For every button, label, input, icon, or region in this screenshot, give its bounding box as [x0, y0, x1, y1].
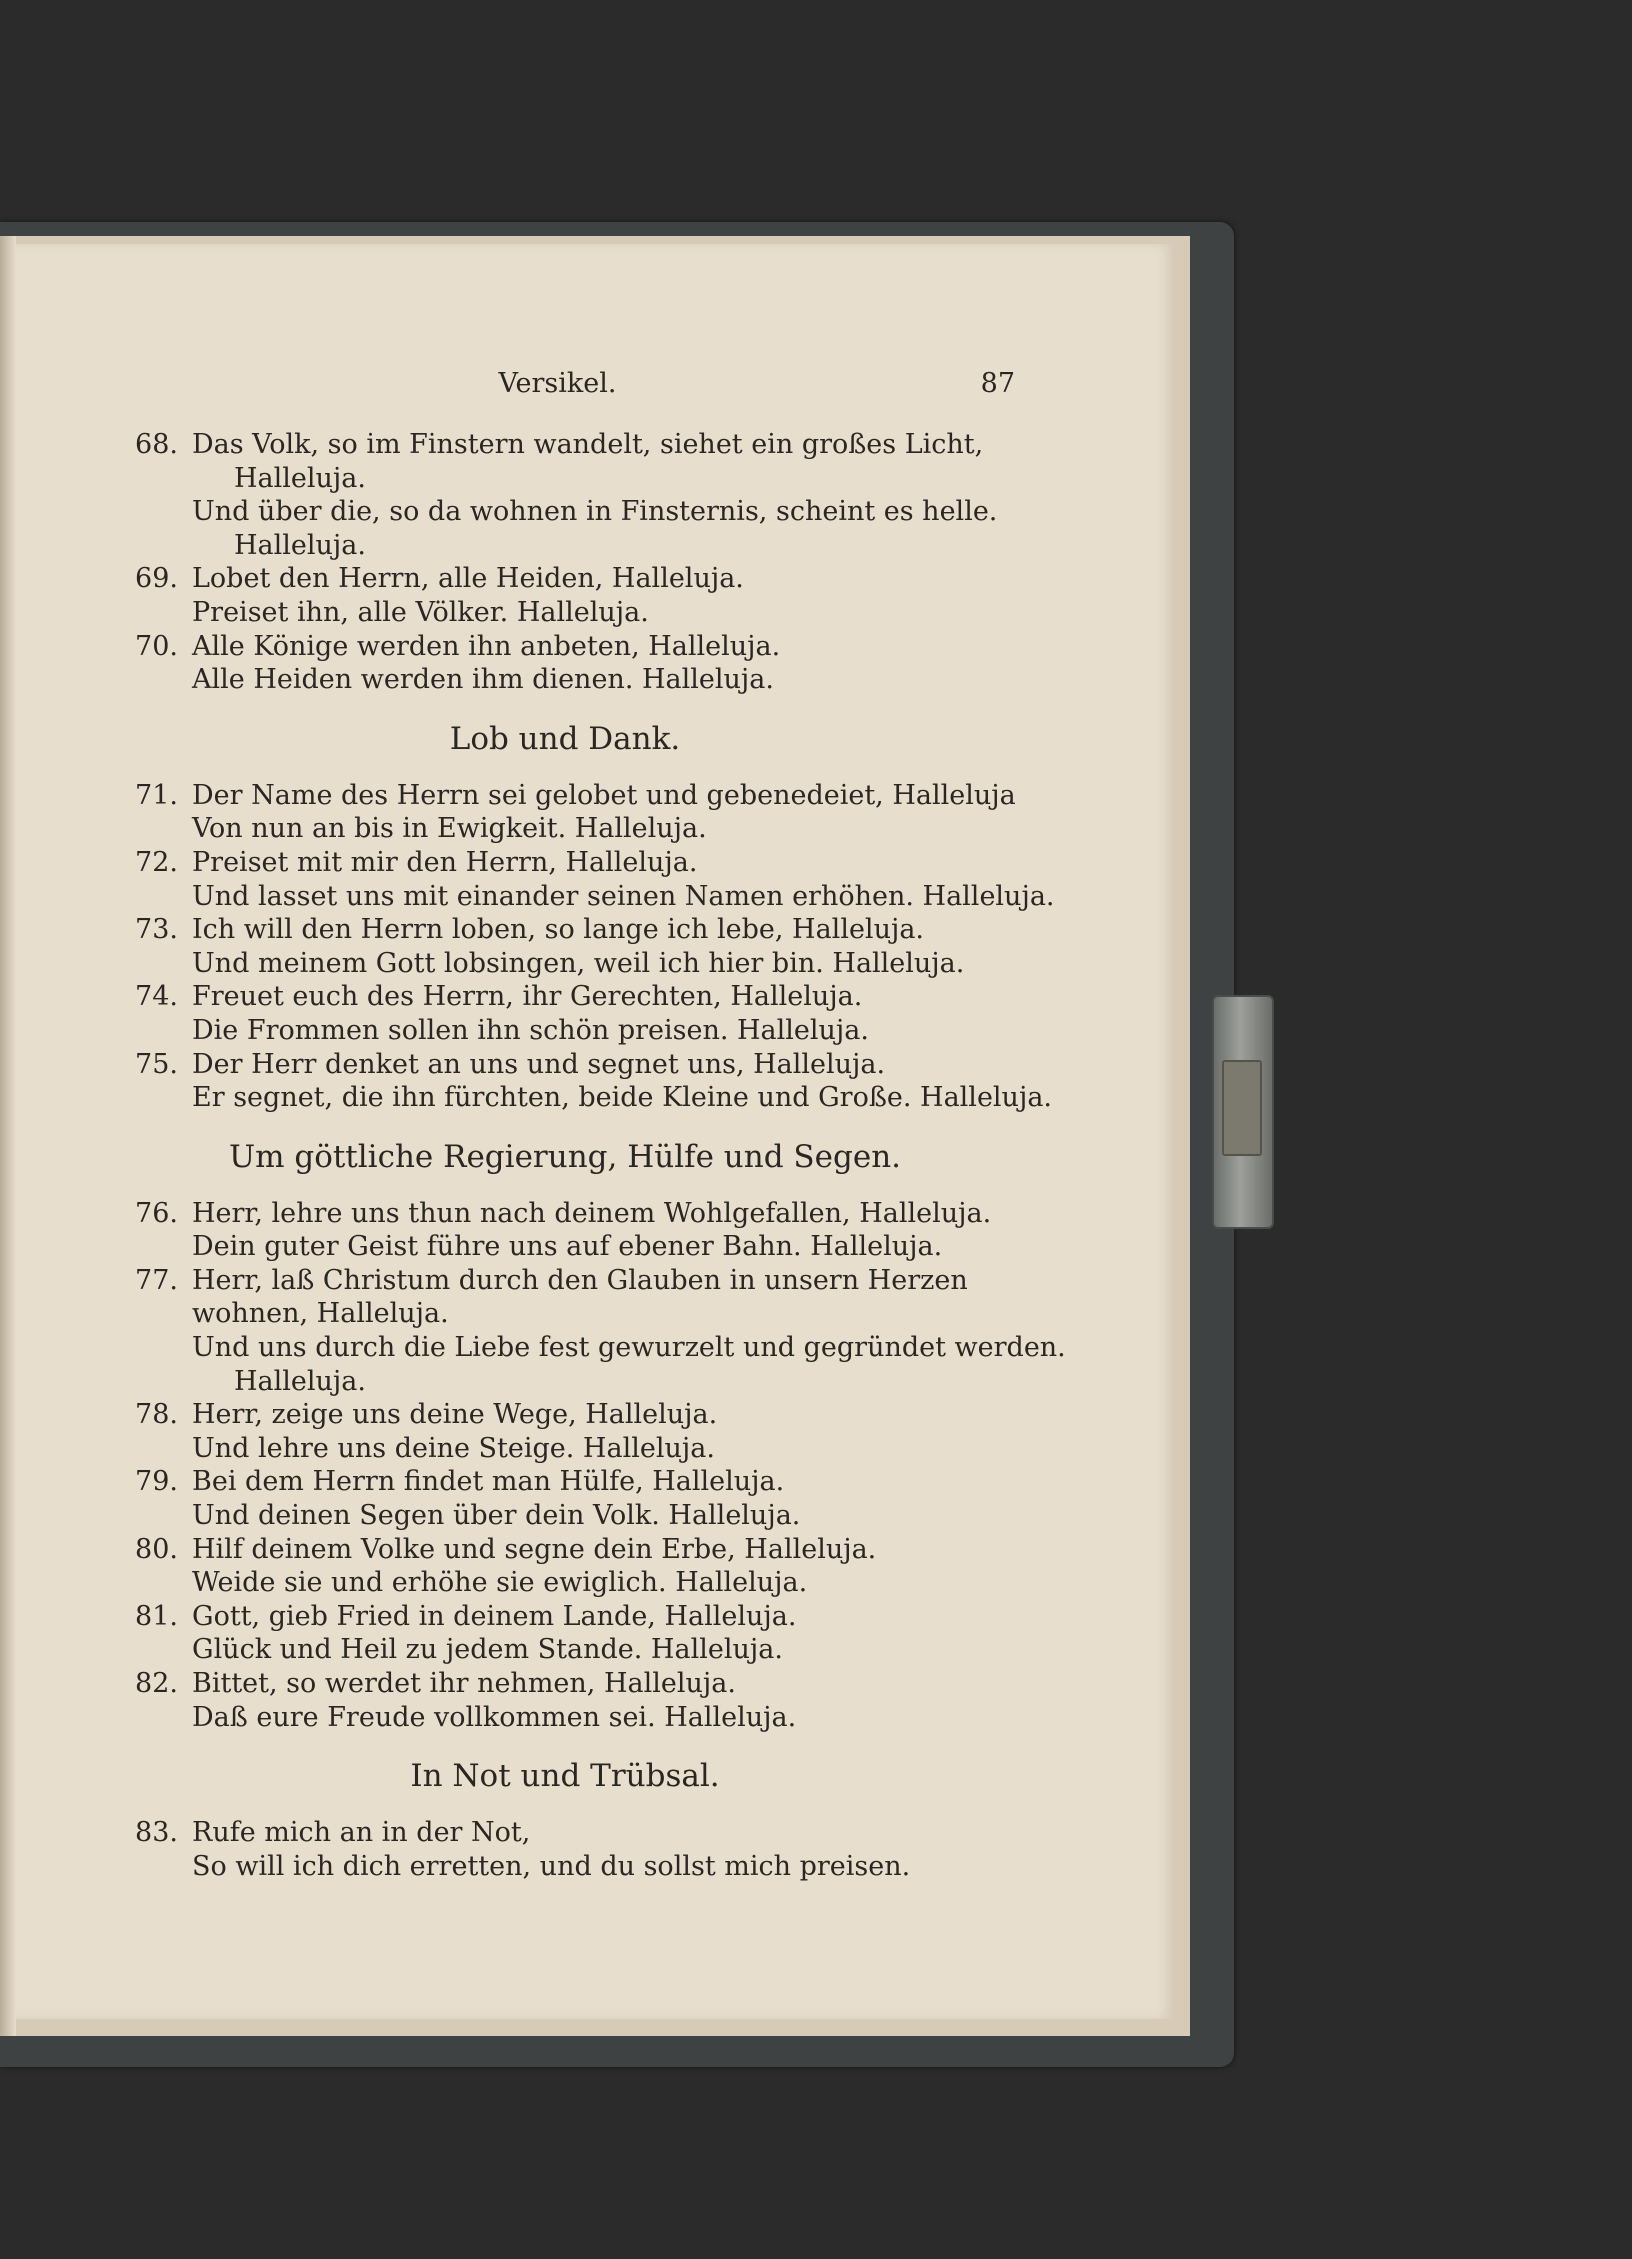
verse-line [100, 529, 1030, 563]
verse-line [100, 913, 1030, 947]
clasp-latch [1222, 1060, 1262, 1156]
verse-text: Herr, lehre uns thun nach deinem Wohlgefallen, Halleluja. [192, 1197, 992, 1229]
verse-number: 74. [135, 981, 178, 1013]
verse-line [100, 630, 1030, 664]
verse-text: Ich will den Herrn loben, so lange ich lebe, Halleluja. [192, 914, 925, 946]
verse-line [100, 1331, 1066, 1365]
verse [100, 428, 1030, 562]
verse-line [100, 462, 1030, 496]
verse-number: 79. [135, 1466, 178, 1498]
verse-number: 76. [135, 1197, 178, 1229]
verse-number: 81. [135, 1600, 178, 1632]
verse-text: Weide sie und erhöhe sie ewiglich. Halleluja. [192, 1567, 808, 1599]
verse-text: Freuet euch des Herrn, ihr Gerechten, Halleluja. [192, 981, 863, 1013]
verse-text: Er segnet, die ihn fürchten, beide Kleine und Große. Halleluja. [192, 1082, 1052, 1114]
page-text [100, 428, 1066, 1883]
verse-text: Halleluja. [234, 462, 366, 494]
running-title: Versikel. [498, 368, 617, 399]
verse [100, 846, 1055, 913]
verse-number: 73. [135, 914, 178, 946]
verse-line [100, 1465, 1030, 1499]
verse-line [100, 1297, 1030, 1331]
verse [100, 1465, 1030, 1532]
verse-line [100, 1264, 1030, 1298]
verse-text: Herr, zeige uns deine Wege, Halleluja. [192, 1399, 718, 1431]
verse-text: Preiset mit mir den Herrn, Halleluja. [192, 846, 698, 878]
verse-text: Und über die, so da wohnen in Finsternis, scheint es helle. [192, 496, 998, 528]
verse-number: 70. [135, 630, 178, 662]
verse [100, 1667, 1030, 1734]
verse-line [100, 1014, 1030, 1048]
verse [100, 1398, 1030, 1465]
verse [100, 562, 1030, 629]
verse-line [100, 1850, 1030, 1884]
verse-text: Hilf deinem Volke und segne dein Erbe, Halleluja. [192, 1533, 877, 1565]
verse-text: Der Herr denket an uns und segnet uns, Halleluja. [192, 1048, 886, 1080]
verse-text: Preiset ihn, alle Völker. Halleluja. [192, 596, 649, 628]
verse-text: Gott, gieb Fried in deinem Lande, Halleluja. [192, 1600, 797, 1632]
verse-line [100, 1432, 1030, 1466]
verse-line [100, 596, 1030, 630]
verse-text: Daß eure Freude vollkommen sei. Halleluja. [192, 1701, 797, 1733]
verse-line [100, 1701, 1030, 1735]
verse-number: 71. [135, 779, 178, 811]
verse-text: Die Frommen sollen ihn schön preisen. Halleluja. [192, 1014, 869, 1046]
verse [100, 1533, 1030, 1600]
verse [100, 1816, 1030, 1883]
verse [100, 1048, 1052, 1115]
verse-line [100, 1633, 1030, 1667]
verse-text: wohnen, Halleluja. [192, 1298, 449, 1330]
section-heading: Lob und Dank. [449, 720, 681, 757]
verse-line [100, 947, 1030, 981]
verse-line [100, 779, 1030, 813]
verse [100, 1600, 1030, 1667]
verse-number: 75. [135, 1048, 178, 1080]
page-gutter [0, 236, 16, 2036]
verse-line [100, 562, 1030, 596]
verse-text: Herr, laß Christum durch den Glauben in unsern Herzen [192, 1264, 968, 1296]
verse-line [100, 1816, 1030, 1850]
verse-line [100, 980, 1030, 1014]
verse-line [100, 812, 1030, 846]
verse-number: 78. [135, 1399, 178, 1431]
verse [100, 779, 1030, 846]
verse-text: Bittet, so werdet ihr nehmen, Halleluja. [192, 1668, 736, 1699]
verse-number: 82. [135, 1668, 178, 1699]
verse-number: 80. [135, 1533, 178, 1565]
verse-line [100, 1566, 1030, 1600]
verse-line [100, 428, 1030, 462]
verse-text: Und lasset uns mit einander seinen Namen erhöhen. Halleluja. [192, 880, 1055, 912]
verse-line [100, 1197, 1030, 1231]
verse-line [100, 1048, 1030, 1082]
verse-text: Und lehre uns deine Steige. Halleluja. [192, 1432, 715, 1464]
page-number: 87 [980, 368, 1015, 399]
verse-text: Das Volk, so im Finstern wandelt, siehet ein großes Licht, [192, 429, 984, 460]
verse-line [100, 846, 1030, 880]
running-header [100, 368, 1015, 408]
verse-line [100, 1081, 1052, 1115]
verse-number: 72. [135, 846, 178, 878]
verse-line [100, 1230, 1030, 1264]
section-heading: In Not und Trübsal. [410, 1758, 720, 1795]
verse-text: Halleluja. [234, 1365, 366, 1397]
verse-text: Von nun an bis in Ewigkeit. Halleluja. [192, 813, 707, 845]
verse-number: 69. [135, 563, 178, 595]
verse-text: Und deinen Segen über dein Volk. Halleluja. [192, 1500, 801, 1532]
verse-number: 68. [135, 429, 178, 460]
verse-text: Glück und Heil zu jedem Stande. Halleluja. [192, 1634, 783, 1666]
verse [100, 1264, 1066, 1398]
verse-line [100, 495, 1030, 529]
verse-line [100, 1667, 1030, 1701]
verse [100, 1197, 1030, 1264]
verse-text: Halleluja. [234, 529, 366, 561]
verse [100, 980, 1030, 1047]
verse [100, 630, 1030, 697]
verse-line [100, 1533, 1030, 1567]
verse-line [100, 1398, 1030, 1432]
verse-text: Bei dem Herrn findet man Hülfe, Halleluja. [192, 1466, 785, 1498]
verse-text: So will ich dich erretten, und du sollst mich preisen. [192, 1850, 911, 1882]
verse-line [100, 663, 1030, 697]
verse-line [100, 1499, 1030, 1533]
verse-text: Dein guter Geist führe uns auf ebener Bahn. Halleluja. [192, 1231, 943, 1263]
verse-text: Lobet den Herrn, alle Heiden, Halleluja. [192, 563, 744, 595]
verse-line [100, 1365, 1030, 1399]
verse-number: 77. [135, 1264, 178, 1296]
verse-line [100, 880, 1055, 914]
verse-text: Und meinem Gott lobsingen, weil ich hier bin. Halleluja. [192, 947, 965, 979]
verse-text: Und uns durch die Liebe fest gewurzelt und gegründet werden. [192, 1332, 1066, 1364]
verse-line [100, 1600, 1030, 1634]
verse-text: Der Name des Herrn sei gelobet und gebenedeiet, Halleluja [192, 779, 1016, 811]
verse-number: 83. [135, 1817, 178, 1849]
verse-text: Alle Heiden werden ihm dienen. Halleluja. [192, 664, 774, 696]
verse-text: Alle Könige werden ihn anbeten, Halleluja. [192, 630, 781, 662]
verse-text: Rufe mich an in der Not, [192, 1817, 531, 1849]
section-heading: Um göttliche Regierung, Hülfe und Segen. [228, 1138, 902, 1175]
verse [100, 913, 1030, 980]
